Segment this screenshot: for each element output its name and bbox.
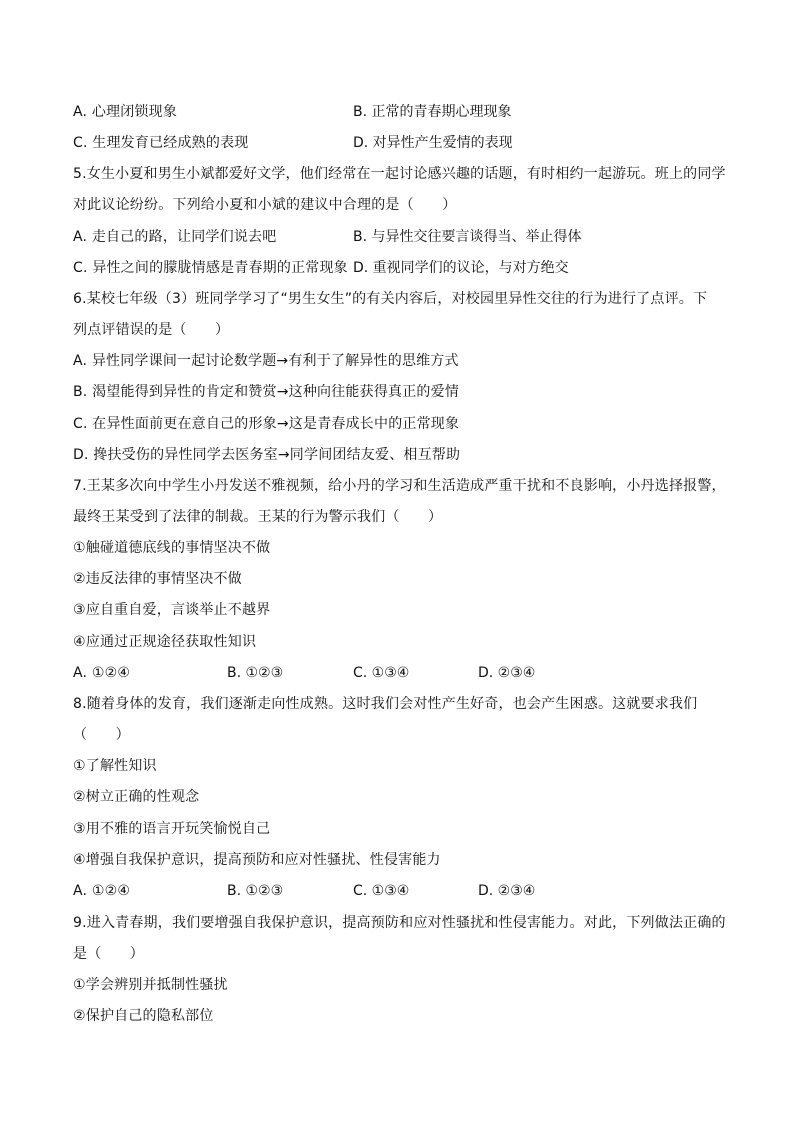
- q4-option-d: D. 对异性产生爱情的表现: [353, 135, 513, 151]
- q7-stem-line-1: 7.王某多次向中学生小丹发送不雅视频，给小丹的学习和生活造成严重干扰和不良影响，小丹选择报警，: [73, 478, 726, 494]
- q7-option-d: D. ②③④: [478, 665, 536, 681]
- q7-stem-line-2: 最终王某受到了法律的制裁。王某的行为警示我们（ ）: [73, 509, 443, 525]
- q7-item-1: ①触碰道德底线的事情坚决不做: [73, 540, 271, 556]
- q6-stem-line-1: 6.某校七年级（3）班同学学习了“男生女生”的有关内容后，对校园里异性交往的行为进行了点评。下: [73, 291, 708, 307]
- q5-option-b: B. 与异性交往要言谈得当、举止得体: [353, 229, 582, 245]
- q7-item-4: ④应通过正规途径获取性知识: [73, 634, 257, 650]
- q8-item-2: ②树立正确的性观念: [73, 789, 200, 805]
- q7-item-2: ②违反法律的事情坚决不做: [73, 571, 242, 587]
- q7-option-a: A. ①②④: [73, 665, 131, 681]
- q8-item-3: ③用不雅的语言开玩笑愉悦自己: [73, 821, 271, 837]
- q8-option-c: C. ①③④: [353, 883, 410, 899]
- q9-item-2: ②保护自己的隐私部位: [73, 1008, 214, 1024]
- q6-option-d: D. 搀扶受伤的异性同学去医务室→同学间团结友爱、相互帮助: [73, 447, 461, 463]
- q6-stem-line-2: 列点评错误的是（ ）: [73, 322, 230, 338]
- q4-option-b: B. 正常的青春期心理现象: [353, 104, 512, 120]
- q9-stem-line-1: 9.进入青春期，我们要增强自我保护意识，提高预防和应对性骚扰和性侵害能力。对此，下列做法正确的: [73, 915, 726, 931]
- q8-stem-line-2: （ ）: [73, 727, 130, 743]
- q8-stem-line-1: 8.随着身体的发育，我们逐渐走向性成熟。这时我们会对性产生好奇，也会产生困惑。这就要求我们: [73, 696, 698, 712]
- q6-option-a: A. 异性同学课间一起讨论数学题→有利于了解异性的思维方式: [73, 353, 459, 369]
- q5-option-c: C. 异性之间的朦胧情感是青春期的正常现象: [73, 260, 348, 276]
- q8-option-b: B. ①②③: [227, 883, 284, 899]
- q8-item-1: ①了解性知识: [73, 758, 157, 774]
- q8-item-4: ④增强自我保护意识，提高预防和应对性骚扰、性侵害能力: [73, 852, 441, 868]
- q9-stem-line-2: 是（ ）: [73, 946, 144, 962]
- q7-option-b: B. ①②③: [227, 665, 284, 681]
- q4-option-a: A. 心理闭锁现象: [73, 104, 178, 120]
- q4-option-c: C. 生理发育已经成熟的表现: [73, 135, 249, 151]
- q7-option-c: C. ①③④: [353, 665, 410, 681]
- q8-option-a: A. ①②④: [73, 883, 131, 899]
- q5-stem-line-1: 5.女生小夏和男生小斌都爱好文学，他们经常在一起讨论感兴趣的话题，有时相约一起游玩。班上的同学: [73, 166, 726, 182]
- q5-stem-line-2: 对此议论纷纷。下列给小夏和小斌的建议中合理的是（ ）: [73, 197, 457, 213]
- q5-option-a: A. 走自己的路，让同学们说去吧: [73, 229, 277, 245]
- q6-option-c: C. 在异性面前更在意自己的形象→这是青春成长中的正常现象: [73, 416, 460, 432]
- q7-item-3: ③应自重自爱，言谈举止不越界: [73, 602, 271, 618]
- q9-item-1: ①学会辨别并抵制性骚扰: [73, 977, 228, 993]
- q5-option-d: D. 重视同学们的议论，与对方绝交: [353, 260, 569, 276]
- q6-option-b: B. 渴望能得到异性的肯定和赞赏→这种向往能获得真正的爱情: [73, 384, 460, 400]
- q8-option-d: D. ②③④: [478, 883, 536, 899]
